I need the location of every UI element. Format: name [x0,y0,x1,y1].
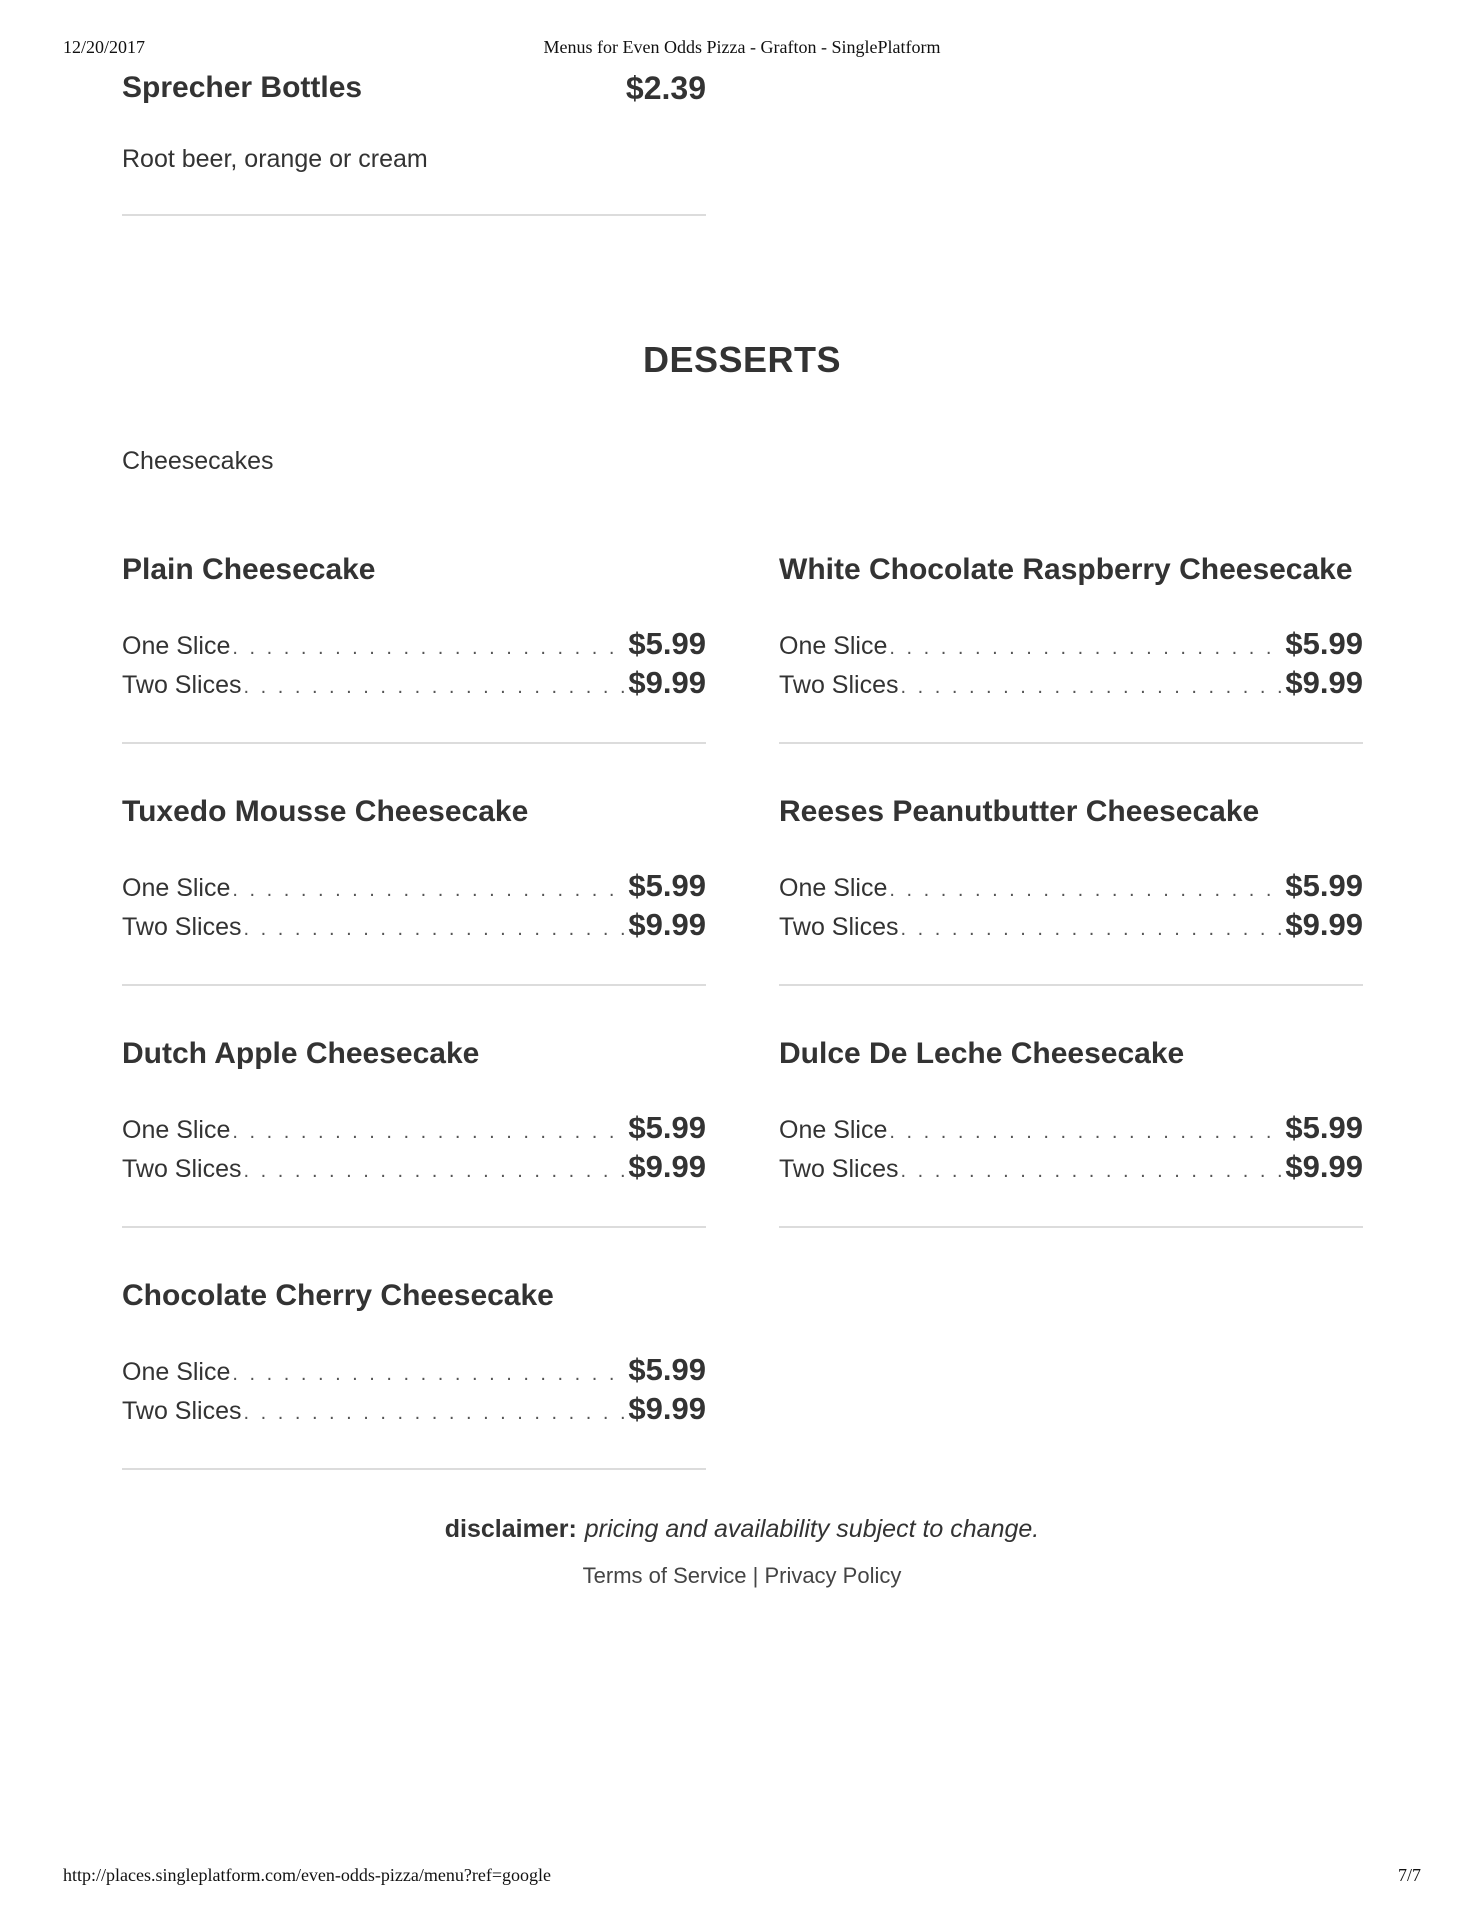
divider [122,984,706,986]
dot-leader [232,637,626,660]
menu-item-description: Root beer, orange or cream [122,145,428,173]
divider [779,984,1363,986]
dot-leader [243,1160,626,1183]
menu-item-sprecher-bottles [122,68,706,216]
disclaimer-label: disclaimer: [444,1515,577,1543]
menu-item-name: Dutch Apple Cheesecake [122,1037,480,1070]
dot-leader [243,1402,626,1425]
dot-leader [900,676,1283,699]
terms-of-service-link[interactable]: Terms of Service [582,1563,747,1588]
dot-leader [232,1363,626,1386]
price-amount: $5.99 [1285,1110,1363,1145]
menu-item-tuxedo-mousse-cheesecake [122,792,706,986]
price-amount: $9.99 [628,665,706,700]
price-label: One Slice [122,874,231,902]
price-label: One Slice [122,1116,231,1144]
print-page-title: Menus for Even Odds Pizza - Grafton - SinglePlatform [543,37,941,57]
print-header [0,37,1484,61]
divider [779,1226,1363,1228]
price-row [779,907,1363,946]
price-amount: $9.99 [628,1149,706,1184]
price-row [122,907,706,946]
price-row [122,1149,706,1188]
print-url: http://places.singleplatform.com/even-odds-pizza/menu?ref=google [63,1865,551,1885]
price-amount: $9.99 [628,1391,706,1426]
price-amount: $5.99 [628,626,706,661]
menu-item-dulce-de-leche-cheesecake [779,1034,1363,1228]
section-title: DESSERTS [642,338,842,380]
dot-leader [243,676,626,699]
print-footer [0,1865,1484,1889]
menu-item-price: $2.39 [625,69,706,106]
price-label: Two Slices [122,1155,242,1183]
print-page-number: 7/7 [1397,1865,1421,1885]
price-row [779,868,1363,907]
price-amount: $9.99 [1285,907,1363,942]
disclaimer [0,1515,1484,1544]
price-amount: $9.99 [628,907,706,942]
price-amount: $5.99 [628,1352,706,1387]
dot-leader [889,879,1283,902]
menu-item-name: Chocolate Cherry Cheesecake [122,1279,554,1312]
price-row [779,665,1363,704]
price-row [122,1110,706,1149]
menu-item-name: Plain Cheesecake [122,553,376,586]
dot-leader [889,637,1283,660]
menu-item-name: Tuxedo Mousse Cheesecake [122,795,529,828]
price-amount: $5.99 [1285,626,1363,661]
disclaimer-text: pricing and availability subject to change. [584,1515,1040,1543]
price-label: One Slice [122,1358,231,1386]
price-label: Two Slices [779,671,899,699]
price-amount: $5.99 [1285,868,1363,903]
price-amount: $5.99 [628,868,706,903]
price-amount: $9.99 [1285,1149,1363,1184]
menu-item-dutch-apple-cheesecake [122,1034,706,1228]
price-label: Two Slices [779,913,899,941]
dot-leader [243,918,626,941]
menu-item-name: White Chocolate Raspberry Cheesecake [779,553,1353,586]
menu-item-reeses-peanutbutter-cheesecake [779,792,1363,986]
price-amount: $5.99 [628,1110,706,1145]
price-label: Two Slices [122,671,242,699]
print-date: 12/20/2017 [63,37,146,57]
price-row [122,1352,706,1391]
price-row [779,1110,1363,1149]
menu-item-plain-cheesecake [122,550,706,744]
price-row [779,1149,1363,1188]
price-label: One Slice [122,632,231,660]
subsection-title: Cheesecakes [122,447,274,475]
price-row [122,665,706,704]
price-label: Two Slices [122,913,242,941]
price-label: Two Slices [779,1155,899,1183]
dot-leader [900,918,1283,941]
price-label: Two Slices [122,1397,242,1425]
divider [122,1226,706,1228]
price-row [122,626,706,665]
price-label: One Slice [779,1116,888,1144]
price-row [122,1391,706,1430]
link-separator: | [752,1563,759,1588]
price-amount: $9.99 [1285,665,1363,700]
divider [122,214,706,216]
price-row [122,868,706,907]
menu-item-name: Sprecher Bottles [122,71,363,104]
menu-item-name: Reeses Peanutbutter Cheesecake [779,795,1260,828]
dot-leader [232,1121,626,1144]
divider [779,742,1363,744]
dot-leader [900,1160,1283,1183]
price-row [779,626,1363,665]
divider [122,742,706,744]
dot-leader [889,1121,1283,1144]
footer-links [0,1563,1484,1589]
privacy-policy-link[interactable]: Privacy Policy [764,1563,902,1588]
price-label: One Slice [779,874,888,902]
menu-item-name: Dulce De Leche Cheesecake [779,1037,1185,1070]
menu-item-white-chocolate-raspberry-cheesecake [779,550,1363,744]
price-label: One Slice [779,632,888,660]
menu-item-chocolate-cherry-cheesecake [122,1276,706,1470]
dot-leader [232,879,626,902]
divider [122,1468,706,1470]
